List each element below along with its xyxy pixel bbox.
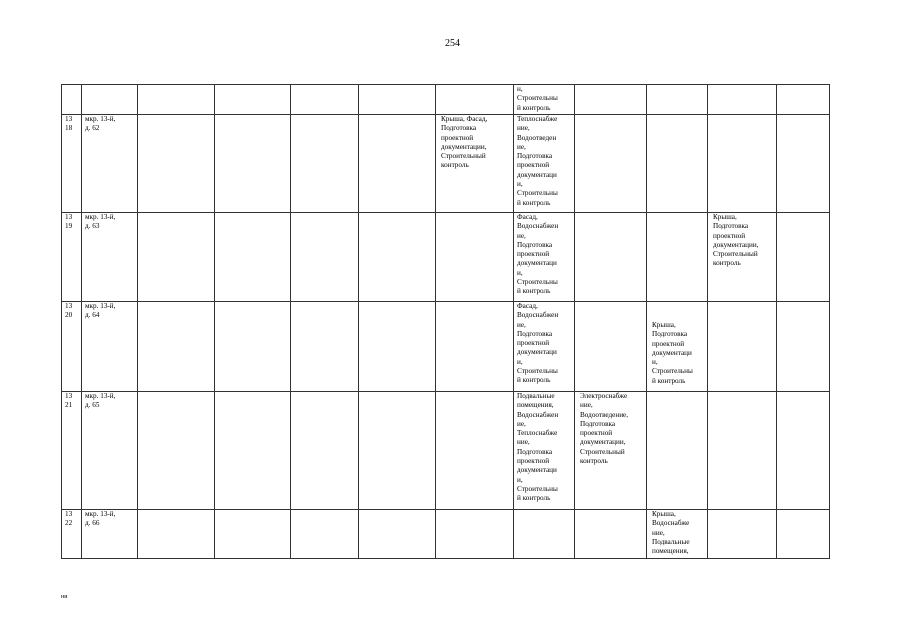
repair-schedule-table (61, 84, 830, 559)
empty-cell (215, 392, 291, 510)
row-number-cell: 13 19 (62, 213, 82, 302)
works-cell (708, 392, 777, 510)
empty-cell (777, 302, 830, 392)
works-cell (436, 510, 514, 559)
works-cell (514, 510, 575, 559)
works-cell (436, 85, 514, 115)
works-cell (708, 510, 777, 559)
address-cell: мкр. 13-й, д. 66 (82, 510, 138, 559)
empty-cell (777, 213, 830, 302)
works-cell (647, 85, 708, 115)
page-number: 254 (445, 38, 460, 49)
address-cell: мкр. 13-й, д. 64 (82, 302, 138, 392)
works-cell: Крыша, Водоснабже ние, Подвальные помещения, (647, 510, 708, 559)
address-cell: мкр. 13-й, д. 62 (82, 115, 138, 213)
empty-cell (291, 510, 359, 559)
works-cell: Крыша, Подготовка проектной документаци и, Строительны й контроль (647, 302, 708, 392)
empty-cell (138, 510, 215, 559)
empty-cell (359, 302, 436, 392)
empty-cell (777, 85, 830, 115)
empty-cell (291, 85, 359, 115)
works-cell (436, 302, 514, 392)
empty-cell (291, 302, 359, 392)
empty-cell (138, 302, 215, 392)
works-cell (436, 213, 514, 302)
empty-cell (359, 510, 436, 559)
empty-cell (138, 85, 215, 115)
works-cell (575, 85, 647, 115)
table-row (62, 115, 830, 213)
empty-cell (215, 302, 291, 392)
empty-cell (359, 115, 436, 213)
empty-cell (291, 213, 359, 302)
empty-cell (777, 392, 830, 510)
table-row (62, 392, 830, 510)
empty-cell (291, 115, 359, 213)
table-row (62, 510, 830, 559)
address-cell: мкр. 13-й, д. 63 (82, 213, 138, 302)
works-cell: Фасад, Водоснабжен ие, Подготовка проектной документаци и, Строительны й контроль (514, 213, 575, 302)
works-cell: Крыша, Фасад, Подготовка проектной документации, Строительный контроль (436, 115, 514, 213)
works-cell (575, 510, 647, 559)
empty-cell (777, 115, 830, 213)
empty-cell (291, 392, 359, 510)
works-cell: Электроснабже ние, Водоотведение, Подготовка проектной документации, Строительный контроль (575, 392, 647, 510)
works-cell: Теплоснабже ние, Водоотведен ие, Подготовка проектной документаци и, Строительны й контроль (514, 115, 575, 213)
empty-cell (215, 510, 291, 559)
works-cell (575, 213, 647, 302)
works-cell (647, 392, 708, 510)
row-number-cell: 13 20 (62, 302, 82, 392)
row-number-cell (62, 85, 82, 115)
empty-cell (777, 510, 830, 559)
empty-cell (215, 213, 291, 302)
table-row (62, 213, 830, 302)
empty-cell (359, 85, 436, 115)
works-cell: Подвальные помещения, Водоснабжен ие, Теплоснабже ние, Подготовка проектной документаци и, Строительны й контроль (514, 392, 575, 510)
works-cell (575, 115, 647, 213)
empty-cell (138, 392, 215, 510)
row-number-cell: 13 22 (62, 510, 82, 559)
address-cell: мкр. 13-й, д. 65 (82, 392, 138, 510)
row-number-cell: 13 21 (62, 392, 82, 510)
empty-cell (215, 85, 291, 115)
works-cell: Фасад, Водоснабжен ие, Подготовка проектной документаци и, Строительны й контроль (514, 302, 575, 392)
empty-cell (359, 213, 436, 302)
empty-cell (215, 115, 291, 213)
works-cell (575, 302, 647, 392)
works-cell (647, 115, 708, 213)
empty-cell (359, 392, 436, 510)
works-cell (647, 213, 708, 302)
table-row (62, 85, 830, 115)
footer-text: ни (61, 594, 68, 600)
table-row (62, 302, 830, 392)
empty-cell (138, 115, 215, 213)
row-number-cell: 13 18 (62, 115, 82, 213)
empty-cell (138, 213, 215, 302)
works-cell (436, 392, 514, 510)
works-cell (708, 85, 777, 115)
works-cell (708, 302, 777, 392)
works-cell: н, Строительны й контроль (514, 85, 575, 115)
works-cell: Крыша, Подготовка проектной документации, Строительный контроль (708, 213, 777, 302)
works-cell (708, 115, 777, 213)
address-cell (82, 85, 138, 115)
